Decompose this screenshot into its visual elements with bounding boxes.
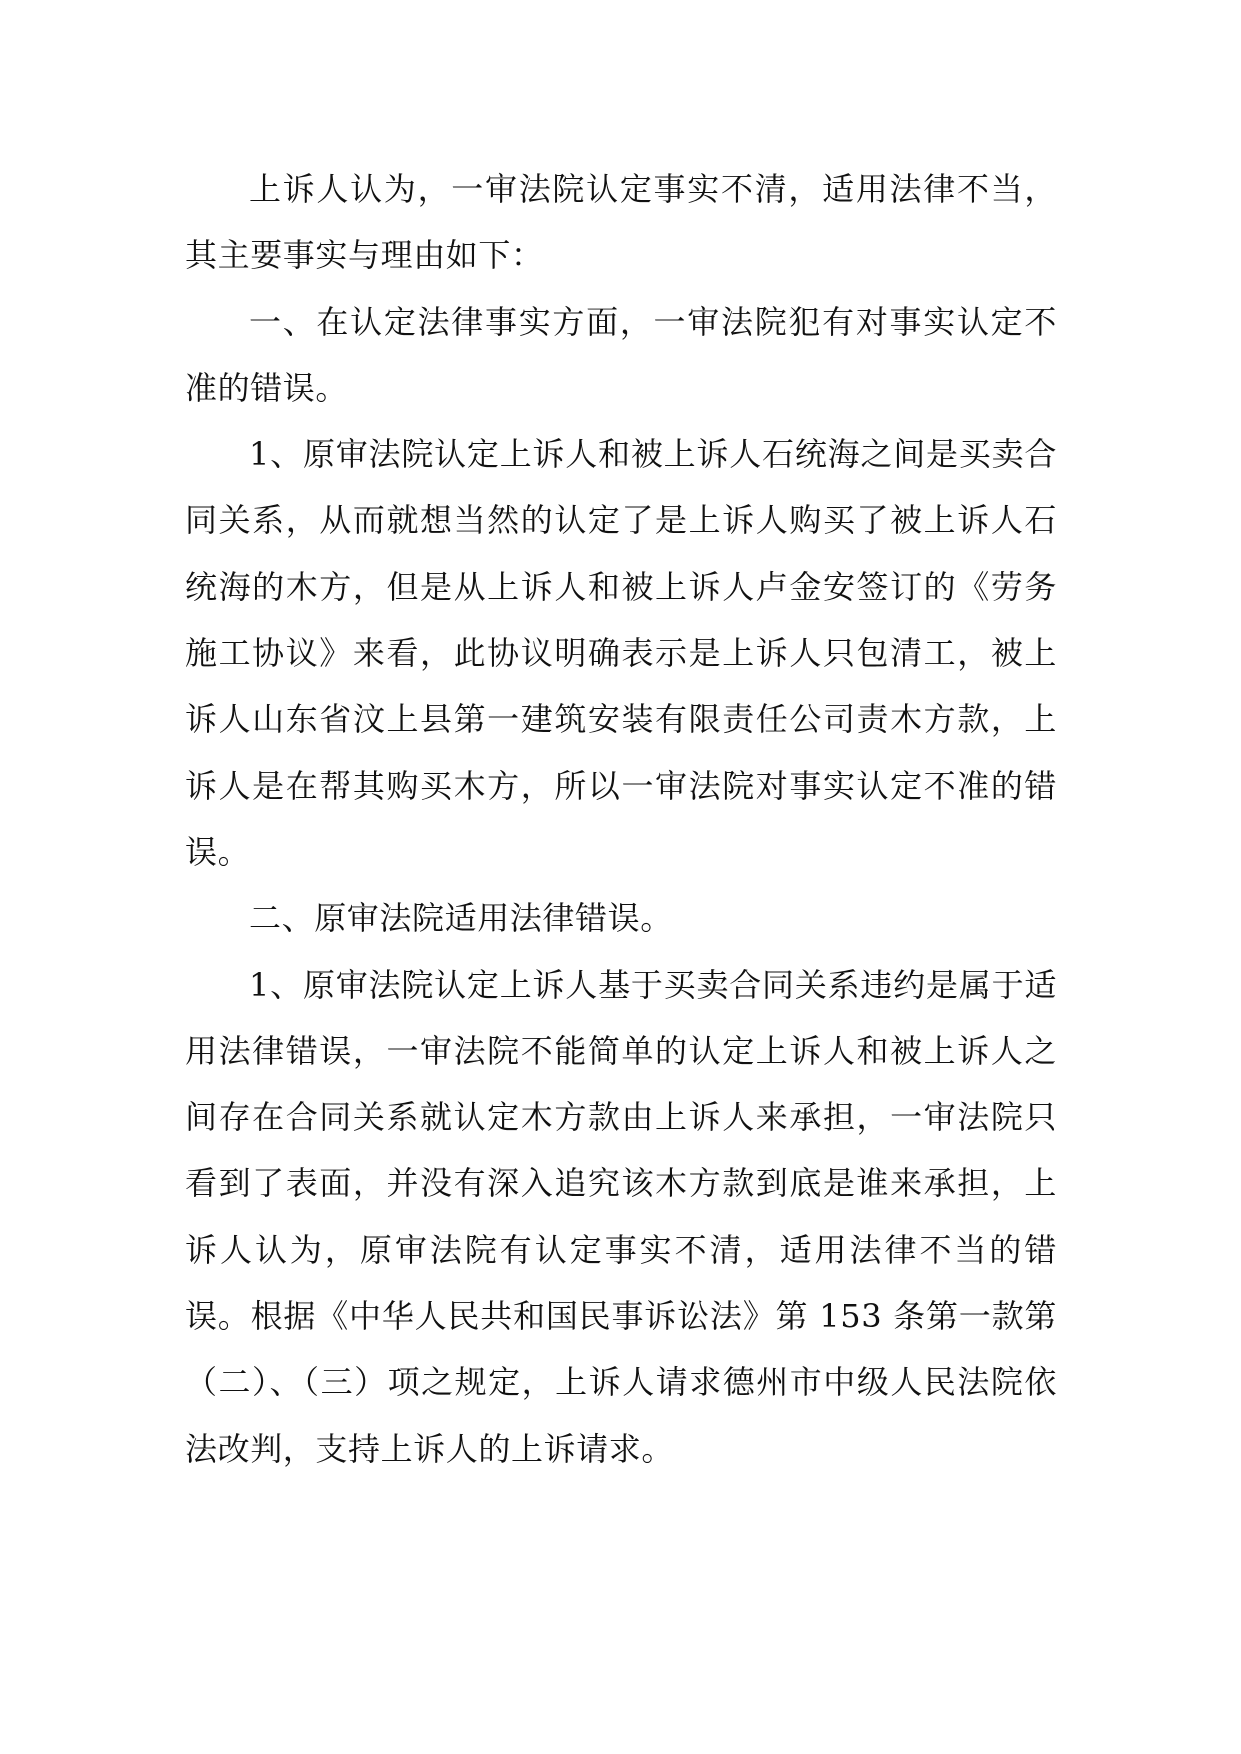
document-body [185, 156, 1057, 1482]
paragraph-point-one-detail: 1、原审法院认定上诉人和被上诉人石统海之间是买卖合同关系，从而就想当然的认定了是上诉人购买了被上诉人石统海的木方，但是从上诉人和被上诉人卢金安签订的《劳务施工协议》来看，此协议明确表示是上诉人只包清工，被上诉人山东省汶上县第一建筑安装有限责任公司责木方款，上诉人是在帮其购买木方，所以一审法院对事实认定不准的错误。 [185, 435, 1057, 871]
paragraph-point-two-detail: 1、原审法院认定上诉人基于买卖合同关系违约是属于适用法律错误，一审法院不能简单的认定上诉人和被上诉人之间存在合同关系就认定木方款由上诉人来承担，一审法院只看到了表面，并没有深入追究该木方款到底是谁来承担，上诉人认为，原审法院有认定事实不清，适用法律不当的错误。根据《中华人民共和国民事诉讼法》第 153 条第一款第（二）、（三）项之规定，上诉人请求德州市中级人民法院依法改判，支持上诉人的上诉请求。 [185, 965, 1057, 1468]
paragraph-intro: 上诉人认为，一审法院认定事实不清，适用法律不当，其主要事实与理由如下： [185, 170, 1057, 275]
paragraph-point-two-heading: 二、原审法院适用法律错误。 [249, 899, 673, 938]
paragraph-point-one-heading: 一、在认定法律事实方面，一审法院犯有对事实认定不准的错误。 [185, 302, 1057, 407]
